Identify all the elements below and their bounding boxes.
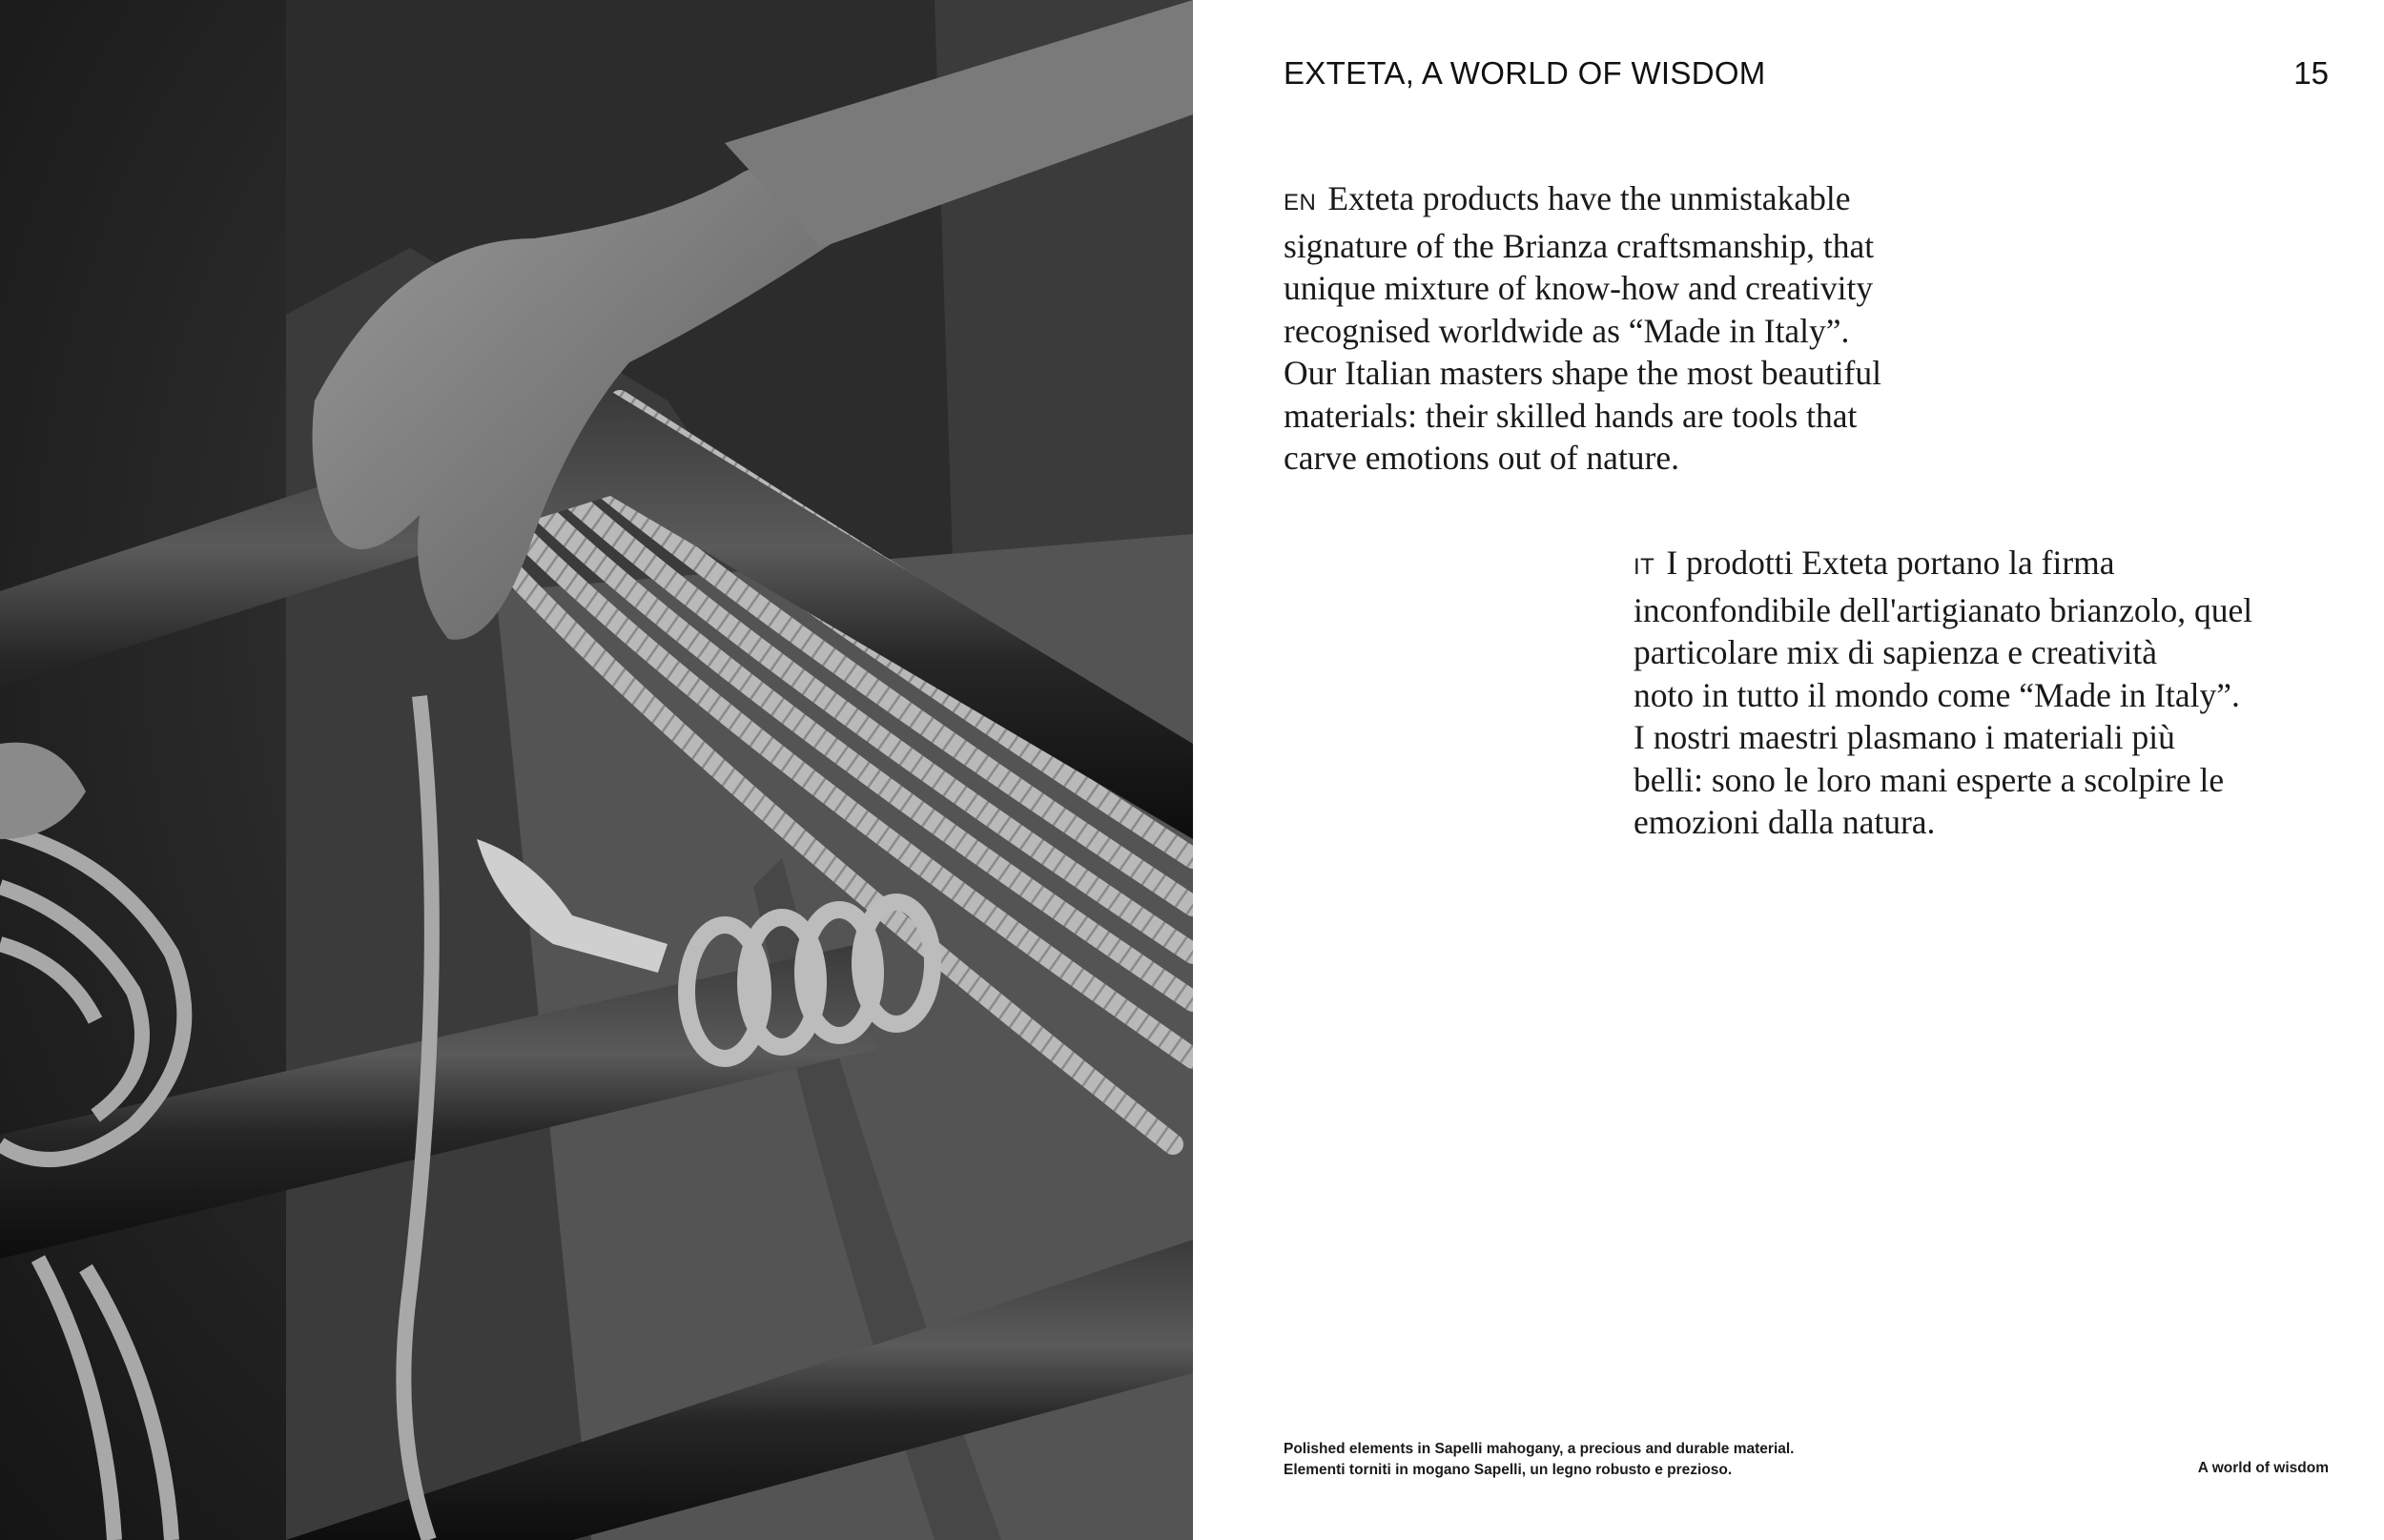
paragraph-line: materials: their skilled hands are tools that xyxy=(1284,396,1858,435)
caption-en: Polished elements in Sapelli mahogany, a precious and durable material. xyxy=(1284,1441,1795,1457)
paragraph-line xyxy=(1634,542,2320,589)
language-tag-it: IT xyxy=(1634,554,1655,580)
paragraph-line: carve emotions out of nature. xyxy=(1284,439,1680,477)
paragraph-line: emozioni dalla natura. xyxy=(1634,803,1936,841)
paragraph-line: signature of the Brianza craftsmanship, that xyxy=(1284,226,1875,265)
paragraph-line: recognised worldwide as “Made in Italy”. xyxy=(1284,311,1850,350)
paragraph-line: unique mixture of know-how and creativity xyxy=(1284,269,1874,307)
caption-it: Elementi torniti in mogano Sapelli, un legno robusto e prezioso. xyxy=(1284,1462,1733,1478)
italian-paragraph xyxy=(1634,542,2320,844)
paragraph-line: Our Italian masters shape the most beautiful xyxy=(1284,354,1881,392)
paragraph-line: noto in tutto il mondo come “Made in Italy”. xyxy=(1634,675,2240,714)
text-page xyxy=(1193,0,2384,1540)
paragraph-line xyxy=(1284,177,1970,225)
paragraph-line: particolare mix di sapienza e creatività xyxy=(1634,633,2157,671)
paragraph-line: inconfondibile dell'artigianato brianzolo, quel xyxy=(1634,590,2253,629)
left-hand xyxy=(0,743,86,839)
photo-caption xyxy=(1284,1439,1794,1481)
page-number: 15 xyxy=(2293,55,2329,91)
english-paragraph xyxy=(1284,177,1970,480)
paragraph-line: belli: sono le loro mani esperte a scolpire le xyxy=(1634,760,2225,799)
line-text: I prodotti Exteta portano la firma xyxy=(1666,544,2115,582)
footer-section-name: A world of wisdom xyxy=(2197,1460,2329,1476)
line-text: Exteta products have the unmistakable xyxy=(1327,179,1851,217)
running-title: EXTETA, A WORLD OF WISDOM xyxy=(1284,55,1766,91)
language-tag-en: EN xyxy=(1284,190,1317,216)
paragraph-line: I nostri maestri plasmano i materiali più xyxy=(1634,718,2175,756)
